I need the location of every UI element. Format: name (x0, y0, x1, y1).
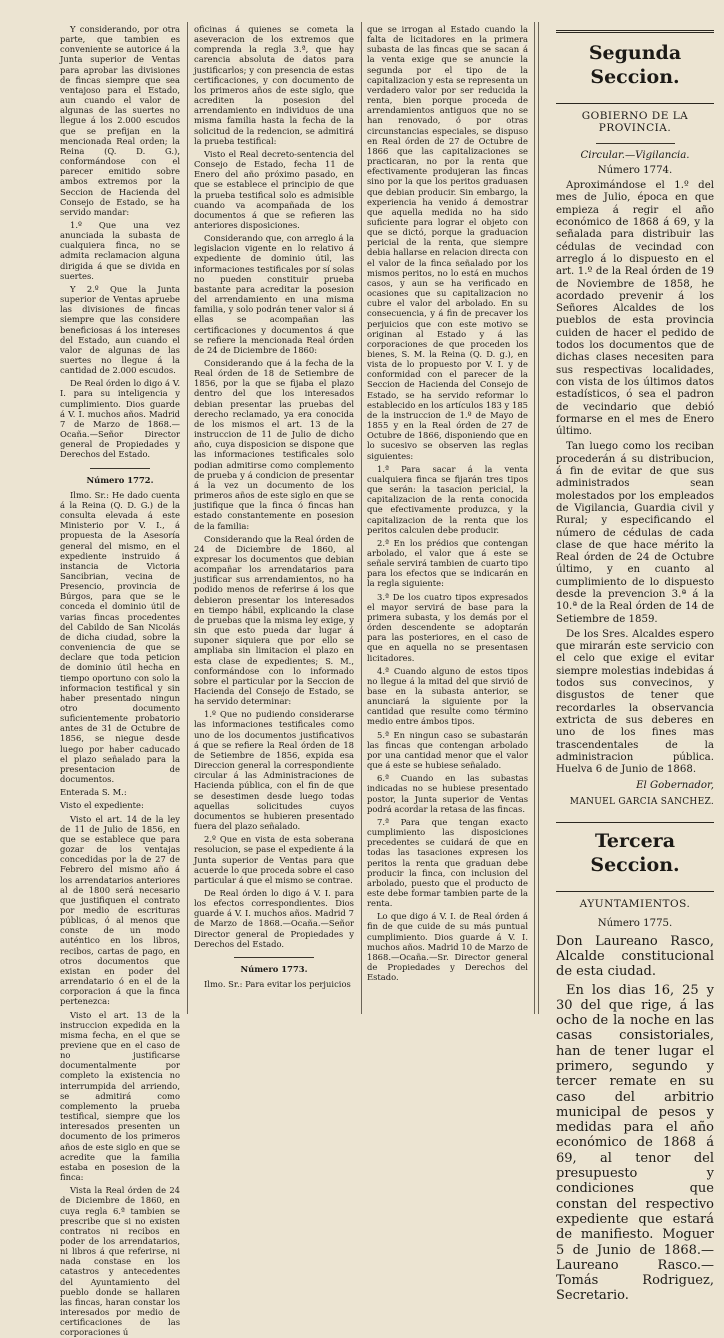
decree-number: Número 1772. (86, 474, 154, 485)
paragraph: Ilmo. Sr.: He dado cuenta á la Reina (Q. D. G.) de la consulta elevada á este Ministerio por V. I., á propuesta de la Asesoría general del mismo, en el expediente instruido á instancia de Victoria Sancibrian, vecina de Presencio, provincia de Búrgos, para que se le conceda el dominio útil de varias fincas procedentes del Cabildo de San Nicolás de dicha ciudad, sobre la conveniencia de que se declare que toda peticion de dominio útil hecha en tiempo oportuno con solo la informacion testifical y sin haber presentado ningun otro documento suficientemente probatorio antes de 31 de Octubre de 1856, se niegue desde luego por haber caducado el plazo señalado para la presentacion de documentos. (60, 489, 180, 785)
column-divider (538, 22, 539, 1014)
paragraph: Y considerando, por otra parte, que tambien es conveniente se autorice á la Junta superior de Ventas para aprobar las divisiones de fincas siempre que sea ventajoso para el Estado, aun cuando el valor de algunas de las suertes no llegue á los 2.000 escudos que se prefijan en la mencionada Real orden; la Reina (Q. D. G.), conformándose con el parecer emitido sobre ambos extremos por la Seccion de Hacienda del Consejo de Estado, se ha servido mandar: (60, 24, 180, 217)
paragraph: En los dias 16, 25 y 30 del que rige, á las ocho de la noche en las casas consistoriales, han de tener lugar el primero, segundo y tercer remate en su caso del arbitrio municipal de pesos y medidas para el año económico de 1868 á 69, al tenor del presupuesto y condiciones que constan del respectivo expediente que estará de manifiesto. Moguer 5 de Junio de 1868.—Laureano Rasco.—Tomás Rodriguez, Secretario. (556, 982, 714, 1304)
paragraph: 2.ª En los prédios que contengan arbolado, el valor que á este se señale servirá tambien de cuarto tipo para los efectos que se indicarán en la regla siguiente: (367, 537, 528, 589)
decree-number: Número 1774. (597, 164, 673, 176)
paragraph: 4.ª Cuando alguno de estos tipos no llegue á la mitad del que sirvió de base en la subasta anterior, se anunciará la siguiente por la cantidad que resulte como término medio entre ámbos tipos. (367, 665, 528, 727)
paragraph: 7.ª Para que tengan exacto cumplimiento las disposiciones precedentes se cuidará de que en todas las tasaciones expresen los peritos la renta que graduan debe producir la finca, con inclusion del arbolado, puesto que el producto de este debe formar tambien parte de la renta. (367, 816, 528, 909)
column-1 (60, 24, 180, 1338)
decree-number: Número 1775. (597, 918, 673, 930)
paragraph: Visto el Real decreto-sentencia del Consejo de Estado, fecha 11 de Enero del año próximo pasado, en que se establece el principio de que la prueba testifical solo es admisible cuando va acompañada de los documentos á que se refieren las anteriores disposiciones. (194, 148, 354, 230)
paragraph: 1.º Que no pudiendo considerarse las informaciones testificales como uno de los documentos justificativos á que se refiere la Real órden de 18 de Setiembre de 1856, expida esa Direccion general la correspondiente circular á las Administraciones de Hacienda pública, con el fin de que se desestimen desde luego todas aquellas solicitudes cuyos documentos se hubieren presentado fuera del plazo señalado. (194, 709, 354, 832)
decree-number: Número 1773. (240, 963, 308, 974)
paragraph: Ilmo. Sr.: Para evitar los perjuicios (204, 979, 351, 990)
section-title: Tercera Seccion. (590, 830, 680, 877)
paragraph: Considerando que, con arreglo á la legislacion vigente en lo relativo á expediente de dominio útil, las informaciones testificales por sí solas no pueden constituir prueba bastante para acreditar la posesion del arrendamiento en una misma familia, y solo podrán tener valor si á ellas se acompañan las certificaciones y documentos á que se refiere la mencionada Real órden de 24 de Diciembre de 1860: (194, 233, 354, 355)
column-divider (361, 22, 362, 1014)
circular-heading: Circular.—Vigilancia. (580, 149, 690, 161)
paragraph: 6.ª Cuando en las subastas indicadas no se hubiese presentado postor, la Junta superior de Ventas podrá acordar la retasa de las fincas. (367, 773, 528, 814)
paragraph: 2.º Que en vista de esta soberana resolucion, se pase el expediente á la Junta superior de Ventas para que acuerde lo que proceda sobre el caso particular á que el mismo se contrae. (194, 834, 354, 885)
paragraph: Vista la Real órden de 24 de Diciembre de 1860, en cuya regla 6.ª tambien se prescribe que si no existen contratos ni recibos en poder de los arrendatarios, ni libros á que referirse, ni nada constase en los catastros y antecedentes del Ayuntamiento del pueblo donde se hallaren las fincas, haran constar los interesados por medio de certificaciones de las corporaciones ú (60, 1185, 180, 1338)
paragraph: De los Sres. Alcaldes espero que mirarán este servicio con el celo que exige el evitar siempre molestias indebidas á todos sus convecinos, y disgustos de tener que recordarles la observancia extricta de sus deberes en uno de los fines mas trascendentales de la administracion pública. Huelva 6 de Junio de 1868. (556, 628, 714, 776)
separator-rule (596, 143, 675, 144)
section-subtitle: AYUNTAMIENTOS. (579, 898, 691, 911)
title-rule (556, 891, 714, 892)
section-rule (556, 822, 714, 823)
paragraph: Tan luego como los reciban procederán á su distribucion, á fin de evitar de que sus administrados sean molestados por los empleados de Vigilancia, Guardia civil y Rural; y especificando el número de cédulas de cada clase de que hace mérito la Real órden de 24 de Octubre último, y en cuanto al cumplimiento de lo dispuesto desde la prevencion 3.ª á la 10.ª de la Real órden de 14 de Setiembre de 1859. (556, 441, 714, 625)
paragraph: Visto el expediente: (60, 800, 144, 811)
section-subtitle: GOBIERNO DE LA PROVINCIA. (581, 110, 689, 135)
signature-name: MANUEL GARCIA SANCHEZ. (569, 796, 714, 807)
column-divider (187, 22, 188, 1014)
paragraph: 5.ª En ningun caso se subastarán las fincas que contengan arbolado por una cantidad menor que el valor que á este se hubiese señalado. (367, 729, 528, 771)
paragraph: De Real órden lo digo á V. I. para su inteligencia y cumplimiento. Dios guarde á V. I. muchos años. Madrid 7 de Marzo de 1868.—Ocaña.—Señor Director general de Propiedades y Derechos del Estado. (60, 378, 180, 460)
column-3 (367, 24, 528, 1016)
signature-title: El Gobernador, (636, 780, 714, 792)
paragraph: oficinas á quienes se cometa la aseveracion de los extremos que comprenda la regla 3.ª, que hay carencia absoluta de datos para justificarlos; y con presencia de estas certificaciones, y con documento de los primeros años de este siglo, que acrediten la posesion del arrendamiento en individuos de una misma familia hasta la fecha de la solicitud de la redencion, se admitirá la prueba testifical: (194, 24, 354, 146)
column-4 (556, 24, 714, 1304)
column-2 (194, 24, 354, 1016)
title-rule (556, 103, 714, 104)
separator-rule (90, 468, 150, 469)
paragraph: 1.ª Para sacar á la venta cualquiera finca se fijarán tres tipos que serán: la tasacion pericial, la capitalizacion de la renta conocida que efectivamente produzca, y la capitalizacion de la renta que los peritos calculen debe producir. (367, 463, 528, 535)
paragraph: Aproximándose el 1.º del mes de Julio, época en que empieza á regir el año económico de 1868 á 69, y la señalada para distribuir las cédulas de vecindad con arreglo á lo dispuesto en el art. 1.º de la Real órden de 19 de Noviembre de 1858, he acordado prevenir á los Señores Alcaldes de los pueblos de esta provincia cuiden de hacer el pedido de todos los documentos que de dichas clases necesiten para sus respectivas localidades, con vista de los últimos datos estadísticos, ó sea el padron de vecindario que debió formarse en el mes de Enero último. (556, 180, 714, 438)
paragraph: Enterada S. M.: (60, 787, 127, 798)
separator-rule (234, 957, 314, 958)
paragraph: Visto el art. 14 de la ley de 11 de Julio de 1856, en que se establece que para gozar de los ventajas concedidas por la de 27 de Febrero del mismo año á los arrendatarios anteriores al de 1800 será necesario que justifiquen el contrato por medio de escrituras públicas, ó al menos que conste de un modo auténtico en los libros, recibos, cartas de pago, en otros documentos que existan en poder del arrendatario ó en el de la corporacion á que la finca pertenezca: (60, 813, 180, 1007)
paragraph: 3.ª De los cuatro tipos expresados el mayor servirá de base para la primera subasta, y los demás por el órden descendente se adoptarán para las posteriores, en el caso de que en aquella no se presentasen licitadores. (367, 591, 528, 663)
paragraph: Don Laureano Rasco, Alcalde constitucional de esta ciudad. (556, 933, 714, 980)
paragraph: Lo que digo á V. I. de Real órden á fin de que cuide de su más puntual cumplimiento. Dios guarde á V. I. muchos años. Madrid 10 de Marzo de 1868.—Ocaña.—Sr. Director general de Propiedades y Derechos del Estado. (367, 911, 528, 983)
paragraph: Y 2.º Que la Junta superior de Ventas apruebe las divisiones de fincas siempre que las considere beneficiosas á los intereses del Estado, aun cuando el valor de algunas de las suertes no llegue á la cantidad de 2.000 escudos. (60, 283, 180, 376)
paragraph: 1.º Que una vez anunciada la subasta de cualquiera finca, no se admita reclamacion alguna dirigida á que se divida en suertes. (60, 219, 180, 281)
double-rule (556, 30, 714, 33)
paragraph: que se irrogan al Estado cuando la falta de licitadores en la primera subasta de las fincas que se sacan á la venta exige que se anuncie la segunda por el tipo de la capitalizacion y esta se representa un verdadero valor por ser reducida la renta, bien porque proceda de arrendamientos antiguos que no se han renovado, ó por otras circunstancias especiales, se dispuso en Real órden de 27 de Octubre de 1866 que las capitalizaciones se practicaran, no por la renta que efectivamente produjeran las fincas sino por la que los peritos graduasen que debian producir. Sin embargo, la experiencia ha venido á demostrar que aquella medida no ha sido suficiente para lograr el objeto con que se dictó, porque la graduacion pericial de la renta, que siempre debia hallarse en relacion directa con el valor de la finca señalado por los mismos peritos, no lo está en muchos casos, y aun se ha verificado en ocasiones que su capitalizacion no cubre el valor del arbolado. En su consecuencia, y á fin de precaver los perjuicios que con este motivo se originan al Estado y á las corporaciones de que proceden los bienes, S. M. la Reina (Q. D. g.), en vista de lo propuesto por V. I. y de conformidad con el parecer de la Seccion de Hacienda del Consejo de Estado, se ha servido reformar lo establecido en los artículos 183 y 185 de la instruccion de 1.º de Mayo de 1855 y en la Real órden de 27 de Octubre de 1866, disponiendo que en lo sucesivo se observen las reglas siguientes: (367, 24, 528, 461)
paragraph: Considerando que la Real órden de 24 de Diciembre de 1860, al expresar los documentos que debian acompañar los arrendatarios para justificar sus arrendamientos, no ha podido menos de referirse á los que debieron presentar los interesados en tiempo hábil, explicando la clase de pruebas que la misma ley exige, y sin que esto pueda dar lugar á suponer siquiera que por ello se ampliaba sin limitacion el plazo en esta clase de expedientes; S. M., conformándose con lo informado sobre el particular por la Seccion de Hacienda del Consejo de Estado, se ha servido determinar: (194, 533, 354, 707)
paragraph: Visto el art. 13 de la instruccion expedida en la misma fecha, en el que se previene que en el caso de no justificarse documentalmente por completo la existencia no interrumpida del arriendo, se admitirá como complemento la prueba testifical, siempre que los interesados presenten un documento de los primeros años de este siglo en que se acredite que la familia estaba en posesion de la finca: (60, 1009, 180, 1183)
section-title: Segunda Seccion. (588, 42, 682, 88)
paragraph: De Real órden lo digo á V. I. para los efectos correspondientes. Dios guarde á V. I. muchos años. Madrid 7 de Marzo de 1868.—Ocaña.—Señor Director general de Propiedades y Derechos del Estado. (194, 887, 354, 949)
paragraph: Considerando que á la fecha de la Real órden de 18 de Setiembre de 1856, por la que se fijaba el plazo dentro del que los interesados debian presentar las pruebas del derecho reclamado, ya era conocida de los mismos el art. 13 de la instruccion de 11 de Julio de dicho año, cuya disposicion se dispone que las informaciones testificales solo podian admitirse como complemento de prueba y á condicion de presentar á la vez un documento de los primeros años de este siglo en que se justifique que la finca ó fincas han estado constantemente en posesion de la familia: (194, 358, 354, 531)
column-divider (534, 22, 535, 1014)
